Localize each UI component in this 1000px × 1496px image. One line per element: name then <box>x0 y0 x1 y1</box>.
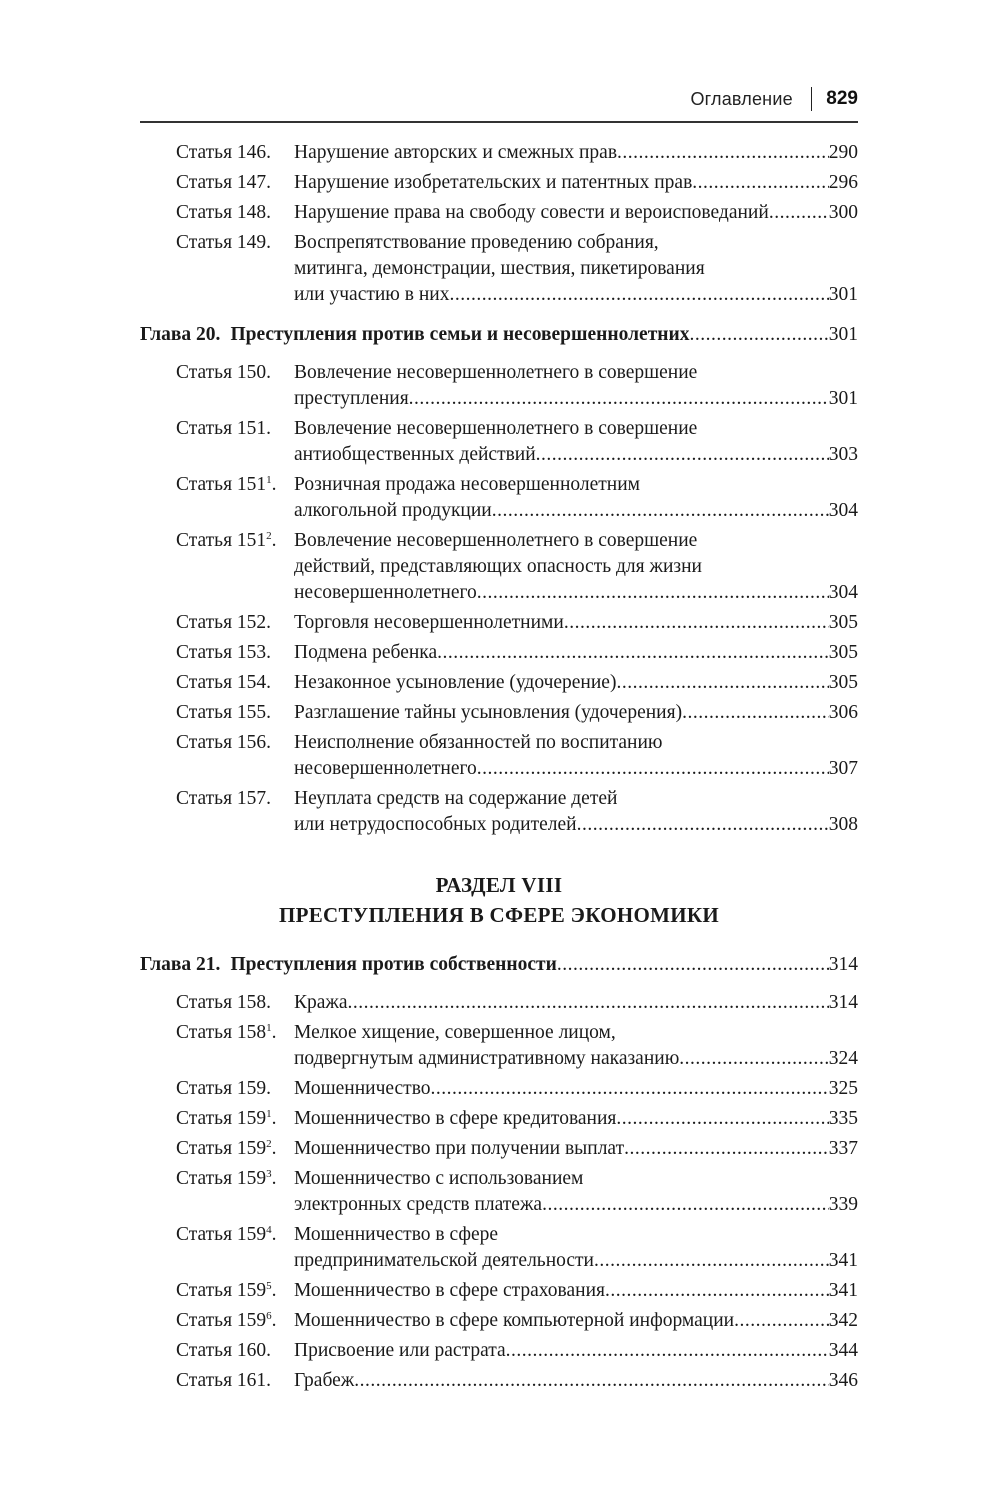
chapter-number: Глава 21. <box>140 954 221 975</box>
article-label-text: Статья 160. <box>176 1340 272 1361</box>
article-page: 339 <box>828 1194 858 1215</box>
article-title <box>294 1136 858 1162</box>
chapter-page: 314 <box>828 954 858 975</box>
toc-entry[interactable] <box>140 1308 858 1334</box>
article-label <box>140 1338 294 1364</box>
article-page: 306 <box>828 702 858 723</box>
article-title-last-line <box>294 1046 858 1072</box>
article-label <box>140 700 294 726</box>
article-title-text: несовершеннолетнего <box>294 582 477 603</box>
article-title-last-line <box>294 1192 858 1218</box>
toc-block-articles-150-157 <box>140 360 858 838</box>
article-title <box>294 1338 858 1364</box>
article-title-last-line <box>294 140 858 166</box>
article-title <box>294 1368 858 1394</box>
chapter-title: Преступления против собственности <box>230 954 557 975</box>
article-title-text: Нарушение права на свободу совести и вероисповеданий <box>294 202 769 223</box>
leader-dots <box>679 1046 828 1072</box>
toc-entry[interactable] <box>140 416 858 468</box>
article-title-last-line <box>294 580 858 606</box>
article-title-last-line <box>294 1076 858 1102</box>
article-label-text: Статья 157. <box>176 788 272 809</box>
toc-entry[interactable] <box>140 786 858 838</box>
article-title <box>294 1222 858 1274</box>
article-title-text: алкогольной продукции <box>294 500 492 521</box>
article-title-last-line <box>294 756 858 782</box>
article-label-text: Статья 149. <box>176 232 272 253</box>
article-page: 301 <box>828 284 858 305</box>
header-rule <box>140 121 858 123</box>
article-label <box>140 1020 294 1046</box>
article-label <box>140 230 294 256</box>
article-label-text: Статья 159 <box>176 1138 267 1159</box>
leader-dots <box>616 670 828 696</box>
article-label <box>140 640 294 666</box>
toc-block-articles-146-149 <box>140 140 858 308</box>
article-label <box>140 1222 294 1248</box>
running-head-title: Оглавление <box>690 88 793 109</box>
article-label <box>140 1368 294 1394</box>
chapter-number: Глава 20. <box>140 324 221 345</box>
article-title-text: несовершеннолетнего <box>294 758 477 779</box>
toc-entry[interactable] <box>140 472 858 524</box>
article-superscript: 6 <box>266 1310 272 1322</box>
article-title-text: предпринимательской деятельности <box>294 1250 594 1271</box>
article-title-last-line <box>294 170 858 196</box>
article-superscript: 1 <box>266 474 272 486</box>
article-title <box>294 416 858 468</box>
article-title-text: электронных средств платежа <box>294 1194 543 1215</box>
leader-dots <box>605 1278 829 1304</box>
article-page: 324 <box>828 1048 858 1069</box>
leader-dots <box>409 386 829 412</box>
article-label-text: Статья 159. <box>176 1078 272 1099</box>
article-title-last-line <box>294 1248 858 1274</box>
section-number: РАЗДЕЛ VIII <box>435 873 563 897</box>
article-title-last-line <box>294 700 858 726</box>
article-label-text: Статья 148. <box>176 202 272 223</box>
leader-dots <box>682 700 829 726</box>
leader-dots <box>577 812 829 838</box>
article-title-last-line <box>294 200 858 226</box>
article-title <box>294 1278 858 1304</box>
leader-dots <box>354 1368 829 1394</box>
article-title-last-line <box>294 1136 858 1162</box>
article-title-text: Нарушение изобретательских и патентных прав <box>294 172 693 193</box>
article-page: 344 <box>828 1340 858 1361</box>
article-title-text: или участию в них <box>294 284 450 305</box>
article-page: 305 <box>828 612 858 633</box>
article-title-text: подвергнутым административному наказанию <box>294 1048 680 1069</box>
leader-dots <box>542 1192 829 1218</box>
article-title-line: Неисполнение обязанностей по воспитанию <box>294 732 663 753</box>
toc-entry[interactable] <box>140 610 858 636</box>
page-number: 829 <box>826 88 858 109</box>
article-page: 341 <box>828 1280 858 1301</box>
article-page: 290 <box>828 142 858 163</box>
article-label-text: Статья 155. <box>176 702 272 723</box>
article-title-text: антиобщественных действий <box>294 444 536 465</box>
article-title-last-line <box>294 610 858 636</box>
article-label-period: . <box>271 1280 277 1301</box>
article-title <box>294 1166 858 1218</box>
article-label-text: Статья 158. <box>176 992 272 1013</box>
article-title-line: митинга, демонстрации, шествия, пикетирования <box>294 258 705 279</box>
article-title <box>294 140 858 166</box>
article-label-text: Статья 158 <box>176 1022 267 1043</box>
article-title-last-line <box>294 282 858 308</box>
article-label <box>140 786 294 812</box>
article-label <box>140 360 294 386</box>
toc-entry[interactable] <box>140 528 858 606</box>
article-label <box>140 140 294 166</box>
article-page: 308 <box>828 814 858 835</box>
running-head-separator <box>811 87 813 111</box>
article-title-text: Торговля несовершеннолетними <box>294 612 564 633</box>
article-superscript: 2 <box>266 530 272 542</box>
leader-dots <box>348 990 829 1016</box>
article-title-text: Мошенничество <box>294 1078 431 1099</box>
article-title-text: преступления <box>294 388 409 409</box>
leader-dots <box>692 170 828 196</box>
article-title-last-line <box>294 1338 858 1364</box>
article-page: 296 <box>828 172 858 193</box>
leader-dots <box>594 1248 829 1274</box>
leader-dots <box>431 1076 829 1102</box>
article-title-line: Воспрепятствование проведению собрания, <box>294 232 659 253</box>
toc-entry[interactable] <box>140 230 858 308</box>
toc-entry[interactable] <box>140 1368 858 1394</box>
article-title-text: Мошенничество при получении выплат <box>294 1138 625 1159</box>
leader-dots <box>616 1106 828 1132</box>
article-title-last-line <box>294 498 858 524</box>
section-heading <box>140 870 858 930</box>
article-title-line: Мошенничество в сфере <box>294 1224 499 1245</box>
article-title-line: Мошенничество с использованием <box>294 1168 584 1189</box>
toc-entry[interactable] <box>140 700 858 726</box>
toc-entry[interactable] <box>140 1020 858 1072</box>
article-title <box>294 170 858 196</box>
article-title-last-line <box>294 1368 858 1394</box>
article-title <box>294 528 858 606</box>
chapter-20-entry[interactable] <box>140 322 858 348</box>
article-label-text: Статья 151 <box>176 530 267 551</box>
article-label-text: Статья 150. <box>176 362 272 383</box>
leader-dots <box>477 756 829 782</box>
leader-dots <box>437 640 829 666</box>
article-label-text: Статья 161. <box>176 1370 272 1391</box>
article-label-text: Статья 152. <box>176 612 272 633</box>
article-label <box>140 610 294 636</box>
running-head <box>140 84 858 114</box>
article-page: 342 <box>828 1310 858 1331</box>
article-label-text: Статья 153. <box>176 642 272 663</box>
leader-dots <box>690 322 829 348</box>
article-title-text: Подмена ребенка <box>294 642 438 663</box>
article-superscript: 1 <box>266 1022 272 1034</box>
article-title-text: Мошенничество в сфере страхования <box>294 1280 605 1301</box>
leader-dots <box>477 580 829 606</box>
article-title-line: Розничная продажа несовершеннолетним <box>294 474 641 495</box>
article-label-text: Статья 159 <box>176 1108 267 1129</box>
leader-dots <box>617 140 829 166</box>
article-title-last-line <box>294 1308 858 1334</box>
toc-entry[interactable] <box>140 200 858 226</box>
article-title <box>294 1020 858 1072</box>
leader-dots <box>769 200 829 226</box>
article-page: 301 <box>828 388 858 409</box>
article-title <box>294 1308 858 1334</box>
toc-entry[interactable] <box>140 1106 858 1132</box>
section-title: ПРЕСТУПЛЕНИЯ В СФЕРЕ ЭКОНОМИКИ <box>278 903 720 927</box>
toc-entry[interactable] <box>140 1136 858 1162</box>
toc-entry[interactable] <box>140 640 858 666</box>
article-label <box>140 170 294 196</box>
toc-entry[interactable] <box>140 1222 858 1274</box>
leader-dots <box>536 442 829 468</box>
article-title-line: действий, представляющих опасность для жизни <box>294 556 702 577</box>
toc-entry[interactable] <box>140 1278 858 1304</box>
article-label <box>140 1308 294 1334</box>
article-label-text: Статья 159 <box>176 1224 267 1245</box>
leader-dots <box>624 1136 829 1162</box>
toc-entry[interactable] <box>140 670 858 696</box>
toc-entry[interactable] <box>140 730 858 782</box>
toc-entry[interactable] <box>140 990 858 1016</box>
chapter-title: Преступления против семьи и несовершеннолетних <box>230 324 690 345</box>
article-label-text: Статья 154. <box>176 672 272 693</box>
article-page: 346 <box>828 1370 858 1391</box>
article-label-text: Статья 151 <box>176 474 267 495</box>
article-page: 304 <box>828 582 858 603</box>
article-title-last-line <box>294 812 858 838</box>
chapter-page: 301 <box>828 324 858 345</box>
article-label-period: . <box>271 1138 277 1159</box>
article-title <box>294 230 858 308</box>
article-superscript: 5 <box>266 1280 272 1292</box>
article-label <box>140 528 294 554</box>
article-page: 337 <box>828 1138 858 1159</box>
article-label <box>140 1076 294 1102</box>
article-label-period: . <box>271 1224 277 1245</box>
toc-entry[interactable] <box>140 170 858 196</box>
article-label-period: . <box>271 1310 277 1331</box>
article-page: 305 <box>828 642 858 663</box>
toc-entry[interactable] <box>140 360 858 412</box>
article-title <box>294 730 858 782</box>
article-superscript: 3 <box>266 1168 272 1180</box>
article-label <box>140 990 294 1016</box>
article-title <box>294 1076 858 1102</box>
article-label-text: Статья 159 <box>176 1280 267 1301</box>
article-label-period: . <box>271 530 277 551</box>
article-superscript: 2 <box>266 1138 272 1150</box>
article-label <box>140 472 294 498</box>
leader-dots <box>564 610 829 636</box>
article-label <box>140 1136 294 1162</box>
leader-dots <box>734 1308 829 1334</box>
toc-block-articles-158-161 <box>140 990 858 1394</box>
leader-dots <box>492 498 829 524</box>
article-label-text: Статья 151. <box>176 418 272 439</box>
article-page: 305 <box>828 672 858 693</box>
article-title-text: Кража <box>294 992 348 1013</box>
article-label-text: Статья 159 <box>176 1168 267 1189</box>
article-label-text: Статья 146. <box>176 142 272 163</box>
article-label <box>140 670 294 696</box>
article-title <box>294 640 858 666</box>
article-title-text: Мошенничество в сфере кредитования <box>294 1108 617 1129</box>
table-of-contents <box>140 140 858 1394</box>
article-title <box>294 700 858 726</box>
toc-entry[interactable] <box>140 1338 858 1364</box>
article-label-period: . <box>271 474 277 495</box>
article-page: 341 <box>828 1250 858 1271</box>
article-title-text: Нарушение авторских и смежных прав <box>294 142 618 163</box>
article-label-text: Статья 147. <box>176 172 272 193</box>
article-page: 300 <box>828 202 858 223</box>
article-label-text: Статья 156. <box>176 732 272 753</box>
article-title-text: Присвоение или растрата <box>294 1340 506 1361</box>
article-title-text: Грабеж <box>294 1370 355 1391</box>
article-title-line: Вовлечение несовершеннолетнего в совершение <box>294 362 698 383</box>
toc-entry[interactable] <box>140 140 858 166</box>
article-title <box>294 670 858 696</box>
article-label <box>140 416 294 442</box>
article-title-text: Разглашение тайны усыновления (удочерения) <box>294 702 683 723</box>
article-title-line: Вовлечение несовершеннолетнего в совершение <box>294 530 698 551</box>
article-title-last-line <box>294 990 858 1016</box>
article-page: 304 <box>828 500 858 521</box>
article-superscript: 1 <box>266 1108 272 1120</box>
toc-entry[interactable] <box>140 1166 858 1218</box>
article-title <box>294 200 858 226</box>
article-title-text: Мошенничество в сфере компьютерной информации <box>294 1310 735 1331</box>
article-title <box>294 360 858 412</box>
article-label <box>140 730 294 756</box>
article-label <box>140 200 294 226</box>
article-title <box>294 786 858 838</box>
article-page: 303 <box>828 444 858 465</box>
article-title-line: Мелкое хищение, совершенное лицом, <box>294 1022 616 1043</box>
article-label-period: . <box>271 1022 277 1043</box>
leader-dots <box>557 952 829 978</box>
article-title-line: Неуплата средств на содержание детей <box>294 788 618 809</box>
leader-dots <box>449 282 828 308</box>
article-label <box>140 1278 294 1304</box>
article-label <box>140 1106 294 1132</box>
article-page: 335 <box>828 1108 858 1129</box>
article-title <box>294 610 858 636</box>
article-title <box>294 990 858 1016</box>
article-superscript: 4 <box>266 1224 272 1236</box>
chapter-21-entry[interactable] <box>140 952 858 978</box>
article-title-last-line <box>294 670 858 696</box>
article-title <box>294 472 858 524</box>
article-title <box>294 1106 858 1132</box>
article-title-line: Вовлечение несовершеннолетнего в совершение <box>294 418 698 439</box>
article-page: 307 <box>828 758 858 779</box>
article-label <box>140 1166 294 1192</box>
article-title-last-line <box>294 386 858 412</box>
toc-entry[interactable] <box>140 1076 858 1102</box>
article-title-text: Незаконное усыновление (удочерение) <box>294 672 617 693</box>
article-title-last-line <box>294 1106 858 1132</box>
article-title-last-line <box>294 640 858 666</box>
article-page: 314 <box>828 992 858 1013</box>
leader-dots <box>506 1338 829 1364</box>
article-title-last-line <box>294 1278 858 1304</box>
article-label-period: . <box>271 1108 277 1129</box>
article-title-text: или нетрудоспособных родителей <box>294 814 577 835</box>
article-label-text: Статья 159 <box>176 1310 267 1331</box>
article-page: 325 <box>828 1078 858 1099</box>
article-title-last-line <box>294 442 858 468</box>
article-label-period: . <box>271 1168 277 1189</box>
